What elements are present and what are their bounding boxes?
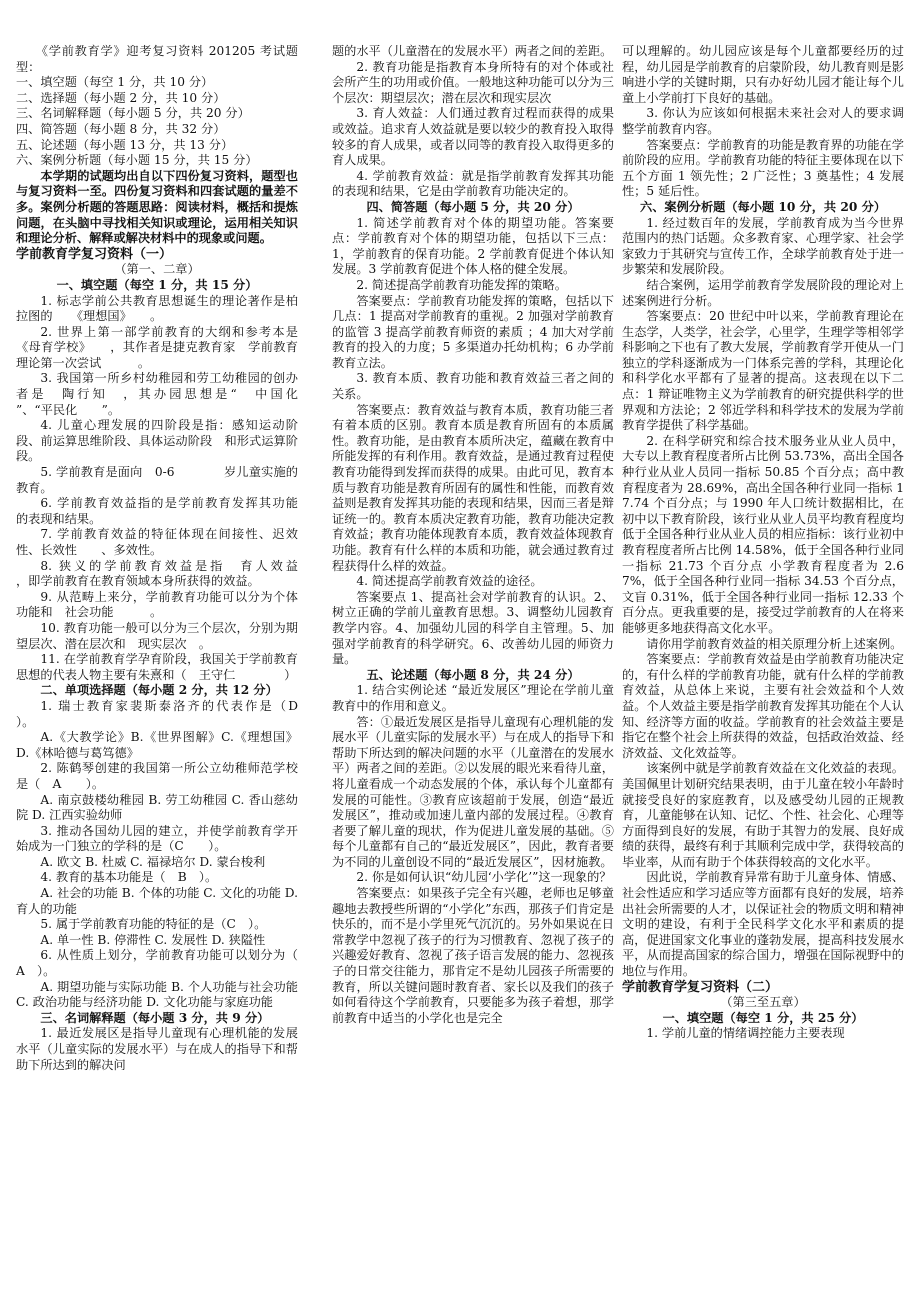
fill-item: 5. 学前教育是面向 0-6 岁儿童实施的教育。: [16, 465, 298, 495]
fill-item: 4. 儿童心理发展的四阶段是指：感知运动阶段、前运算思维阶段、具体运动阶段 和形式运算阶段。: [16, 418, 298, 464]
choice-question: 6. 从性质上划分，学前教育功能可以划分为（ A ）。: [16, 948, 311, 979]
exam-type-1: 一、填空题（每空 1 分，共 10 分）: [16, 75, 214, 90]
fill-item: 1. 学前儿童的情绪调控能力主要表现: [646, 1026, 845, 1041]
exam-type-2: 二、选择题（每小题 2 分，共 10 分）: [16, 90, 226, 105]
case-text: 1. 经过数百年的发展，学前教育成为当今世界范围内的热门话题。众多教育家、心理学家、社会学家致力于其研究与宣传工作，全球学前教育处于进一步繁荣和发展阶段。: [622, 215, 904, 277]
exam-type-3: 三、名词解释题（每小题 5 分，共 20 分）: [16, 106, 250, 121]
exam-type-5: 五、论述题（每小题 13 分，共 13 分）: [16, 137, 234, 152]
term-item-continued: 题的水平（儿童潜在的发展水平）两者之间的差距。: [332, 44, 613, 58]
short-answer-item: 答案要点：学前教育功能发挥的策略，包括以下几点：1 提高对学前教育的重视。2 加强对学前教育的监管 3 提高学前教育师资的素质 ；4 加大对学前教育的投入的力度；5 多渠道办托幼机构；6 办学前教育立法。: [332, 293, 614, 370]
heading-fill-blank: 一、填空题（每空 1 分，共 25 分）: [662, 1010, 864, 1025]
case-answer: 因此说，学前教育异常有助于儿童身体、情感、社会性适应和学习适应等方面都有良好的发展，培养出社会所需要的人才，以保证社会的物质文明和精神文明的建设，有利于全民科学文化水平和素质的提高，促进国家文化事业的蓬勃发展，提高科技发展水平，从而提高国家的综合国力，增强在国际视野中的地位与作用。: [622, 870, 904, 979]
heading-term-definition: 三、名词解释题（每小题 3 分，共 9 分）: [40, 1010, 270, 1025]
essay-answer-continued: 可以理解的。幼儿园应该是每个儿童都要经历的过程，幼儿园是学前教育的启蒙阶段，幼儿教育则是影响进小学的关键时期，只有办好幼儿园才能让每个儿童上小学前打下良好的基础。: [622, 44, 904, 105]
essay-answer: 答案要点：学前教育的功能是教育界的功能在学前阶段的应用。学前教育功能的特征主要体现在以下五个方面 1 领先性；2 广泛性；3 奠基性；4 发展性；5 延后性。: [622, 137, 904, 199]
essay-answer: 答案要点：如果孩子完全有兴趣，老师也足够童趣地去教授些所谓的“小学化”东西，那孩子们肯定是快乐的，而不是小学里死气沉沉的。另外如果说在日常教学中忽视了孩子的行为习惯教育、忽视了孩子的兴趣爱好教育、忽视了孩子语言发展的能力、忽视孩子的日常交往能力，那肯定不是幼儿园孩子所需要的教育，所以关键问题时教育者、家长以及我们的孩子如何看待这个学前教育，只要能多为孩子着想，那学前教育中适当的小学化也是完全: [332, 886, 614, 1025]
short-answer-question: 2. 简述提高学前教育功能发挥的策略。: [356, 277, 567, 292]
choice-options: A. 欧文 B. 杜威 C. 福禄培尔 D. 蒙台梭利: [40, 854, 266, 869]
chapter-range: （第三至五章）: [720, 995, 806, 1010]
choice-options: A.《大教学论》B.《世界图解》C.《理想国》D.《林哈德与葛笃德》: [16, 730, 298, 760]
term-item: 2. 教育功能是指教育本身所特有的对个体或社会所产生的功用或价值。一般地这种功能可以分为三个层次：期望层次；潜在层次和现实层次: [332, 59, 614, 105]
section-title-2: 学前教育学复习资料（二）: [622, 979, 779, 995]
choice-question: 4. 教育的基本功能是（ B ）。: [40, 870, 218, 885]
column-right: [622, 44, 904, 1042]
exam-type-4: 四、简答题（每小题 8 分，共 32 分）: [16, 121, 226, 136]
choice-question: 3. 推动各国幼儿园的建立，并使学前教育学开始成为一门独立的学科的是（C ）。: [16, 823, 298, 854]
choice-question: 5. 属于学前教育功能的特征的是（C ）。: [40, 917, 267, 932]
choice-question: 2. 陈鹤琴创建的我国第一所公立幼稚师范学校是（ A ）。: [16, 761, 298, 791]
essay-question: 2. 你是如何认识“幼儿园‘小学化’”这一现象的？: [356, 870, 612, 885]
short-answer-item: 1. 简述学前教育对个体的期望功能。答案要点：学前教育对个体的期望功能，包括以下三点：1，学前教育的保育功能。2 学前教育促进个体认知发展。3 学前教育促进个体人格的健全发展。: [332, 215, 614, 277]
fill-item: 6. 学前教育效益指的是学前教育发挥其功能 的表现和结果。: [16, 496, 323, 526]
choice-options: A. 南京鼓楼幼稚园 B. 劳工幼稚园 C. 香山慈幼院 D. 江西实验幼师: [16, 792, 298, 823]
short-answer-item: 答案要点：教育效益与教育本质，教育功能三者有着本质的区别。教育本质是教育所固有的本质属性。教育功能，是由教育本质所决定，蕴藏在教育中所能发挥的有利作用。教育效益，是通过教育过程使教育功能得到发挥而获得的成果。由此可见，教育本质与教育功能是教育所固有的属性和性能，而教育效益则是教育发挥其功能的表现和结果，因而三者是辩证统一的。教育本质决定教育功能，教育功能决定教育效益；教育功能体现教育本质，教育效益体现教育功能。教育有什么样的本质和功能，就会通过教育过程获得什么样的效益。: [332, 402, 614, 573]
heading-essay: 五、论述题（每小题 8 分，共 24 分）: [366, 667, 580, 682]
term-item: 4. 学前教育效益：就是指学前教育发挥其功能的表现和结果，它是由学前教育功能决定的。: [332, 168, 614, 199]
fill-item: 10. 教育功能一般可以分为三个层次，分别为期望层次、潜在层次和 现实层次 。: [16, 620, 298, 651]
column-middle: [332, 44, 614, 1026]
column-left: [16, 44, 335, 1073]
essay-question: 3. 你认为应该如何根据未来社会对人的要求调整学前教育内容。: [622, 106, 904, 136]
heading-case-analysis: 六、案例分析题（每小题 10 分，共 20 分）: [640, 199, 886, 214]
essay-question: 1. 结合实例论述 “最近发展区”理论在学前儿童教育中的作用和意义。: [332, 683, 614, 713]
chapter-range: （第一、二章）: [114, 262, 200, 277]
case-question: 结合案例，运用学前教育学发展阶段的理论对上述案例进行分析。: [622, 277, 904, 308]
fill-item: 11. 在学前教育学孕育阶段，我国关于学前教育思想的代表人物主要有朱熹和（ 王守仁 ）: [16, 652, 298, 682]
fill-item: 9. 从范畴上来分，学前教育功能可以分为个体功能和 社会功能 。: [16, 589, 298, 620]
short-answer-question: 4. 简述提高学前教育效益的途径。: [356, 574, 543, 589]
case-text: 2. 在科学研究和综合技术服务业从业人员中，大专以上教育程度者所占比例 53.73%，高出全国各种行业从业人员同一指标 50.85 个百分点；高中教育程度者为 28.69%，高出全国各种行业同一指标 17.74 个百分点；与 1990 年人口统计数据相比，在初中以下教育阶段，该行业从业人员平均教育程度均低于全国各种行业从业人员的相应指标：该行业初中教育程度者所占比例 14.58%，低于全国各种行业同一指标 21.73 个百分点 小学教育程度者为 2.67%，低于全国各种行业同一指标 34.53 个百分点，文盲 0.31%，低于全国各种行业同一指标 12.33 个百分点。更我重要的是，接受过学前教育的人在将来能够更多地获得高文化水平。: [622, 433, 904, 635]
term-item: 1. 最近发展区是指导儿童现有心理机能的发展水平（儿童实际的发展水平）与在成人的指导下和帮助下所达到的解决问: [16, 1026, 298, 1072]
term-item: 3. 育人效益：人们通过教育过程而获得的成果或效益。追求育人效益就是要以较少的教育投入取得较多的育人成果，或者以同等的教育投入取得更多的育人成果。: [332, 106, 614, 168]
exam-type-6: 六、案例分析题（每小题 15 分，共 15 分）: [16, 153, 258, 168]
fill-item: 7. 学前教育效益的特征体现在间接性、迟效性、长效性 、多效性。: [16, 527, 298, 557]
case-answer: 该案例中就是学前教育效益在文化效益的表现。美国佩里计划研究结果表明，由于儿童在较小年龄时就接受良好的家庭教育，以及感受幼儿园的正规教育，儿童能够在认知、记忆、个性、社会化、心理等方面得到良好的发展，有助于其智力的发展、良好成绩的获得，最终有利于其顺利完成中学，获得较高的毕业率，从而有助于个体获得较高的文化水平。: [622, 761, 904, 869]
case-question: 请你用学前教育效益的相关原理分析上述案例。: [646, 636, 903, 651]
fill-item: 3. 我国第一所乡村幼稚园和劳工幼稚园的创办者是 陶行知 ，其办园思想是“ 中国化 ”、“平民化 ”。: [16, 371, 323, 417]
essay-answer: 答：①最近发展区是指导儿童现有心理机能的发展水平（儿童实际的发展水平）与在成人的指导下和帮助下所达到的解决问题的水平（儿童潜在的发展水平）两者之间的差距。②以发展的眼光来看待儿童，将儿童看成一个动态发展的个体，承认每个儿童都有发展的可能性。③教育应该超前于发展，创造“最近发展区”，推动或加速儿童内部的发展过程。④教育者要了解儿童的现状，作为促进儿童发展的基础。⑤每个儿童都有自己的“最近发展区”，因此，教育者要为不同的儿童创设不同的“最近发展区”，因材施教。: [332, 714, 614, 869]
section-title-1: 学前教育学复习资料（一）: [16, 246, 173, 262]
case-answer: 答案要点：学前教育效益是由学前教育功能决定的，有什么样的学前教育功能，就有什么样的学前教育效益，从总体上来说，主要有社会效益和个人效益。个人效益主要是指学前教育发挥其功能在个人认知、经济等方面的收益。学前教育的社会效益主要是指它在整个社会上所获得的效益，包括政治效益、经济效益、文化效益等。: [622, 652, 904, 760]
choice-question: 1. 瑞士教育家裴斯泰洛齐的代表作是（D ）。: [16, 698, 323, 729]
case-answer: 答案要点：20 世纪中叶以来，学前教育理论在生态学，人类学，社会学，心里学，生理学等相邻学科影响之下也有了教大发展，学前教育学开使从一门独立的学科逐渐成为一门体系完善的学科，其理论化和科学化水平都有了显著的提高。这表现在以下二点：1 辩证唯物主义为学前教育的研究提供科学的世界观和方法论；2 邻近学科和科学技术的发展为学前教育学提供了科学基础。: [622, 309, 904, 433]
fill-item: 8. 狭义的学前教育效益是指 育人效益 ，即学前教育在教育领域本身所获得的效益。: [16, 558, 335, 589]
short-answer-question: 3. 教育本质、教育功能和教育效益三者之间的关系。: [332, 371, 614, 402]
heading-short-answer: 四、简答题（每小题 5 分，共 20 分）: [366, 199, 580, 214]
choice-options: A. 单一性 B. 停滞性 C. 发展性 D. 狭隘性: [40, 932, 266, 947]
short-answer-item: 答案要点 1、提高社会对学前教育的认识。2、树立正确的学前儿童教育思想。3、调整幼儿园教育教学内容。4、加强幼儿园的科学自主管理。5、加强对学前教育的科学研究。6、改善幼儿园的师资力量。: [332, 589, 614, 667]
choice-options: A. 期望功能与实际功能 B. 个人功能与社会功能 C. 政治功能与经济功能 D. 文化功能与家庭功能: [16, 979, 311, 1010]
exam-note: 本学期的试题均出自以下四份复习资料，题型也与复习资料一至。四份复习资料和四套试题的量差不多。案例分析题的答题思路：阅读材料，概括和提炼问题，在头脑中寻找相关知识或理论，运用相关知识和理论分析、解释或解决材料中的现象或问题。: [16, 168, 298, 246]
fill-item: 1. 标志学前公共教育思想诞生的理论著作是柏拉图的 《理想国》 。: [16, 293, 298, 324]
choice-options: A. 社会的功能 B. 个体的功能 C. 文化的功能 D. 育人的功能: [16, 886, 298, 916]
heading-single-choice: 二、单项选择题（每小题 2 分，共 12 分）: [40, 683, 278, 698]
heading-fill-blank: 一、填空题（每空 1 分，共 15 分）: [56, 277, 258, 292]
fill-item: 2. 世界上第一部学前教育的大纲和参考本是 《母育学校》 ，其作者是捷克教育家 学前教育理论第一次尝试 。: [16, 324, 311, 370]
doc-title: 《学前教育学》迎考复习资料 201205 考试题型：: [16, 44, 298, 74]
